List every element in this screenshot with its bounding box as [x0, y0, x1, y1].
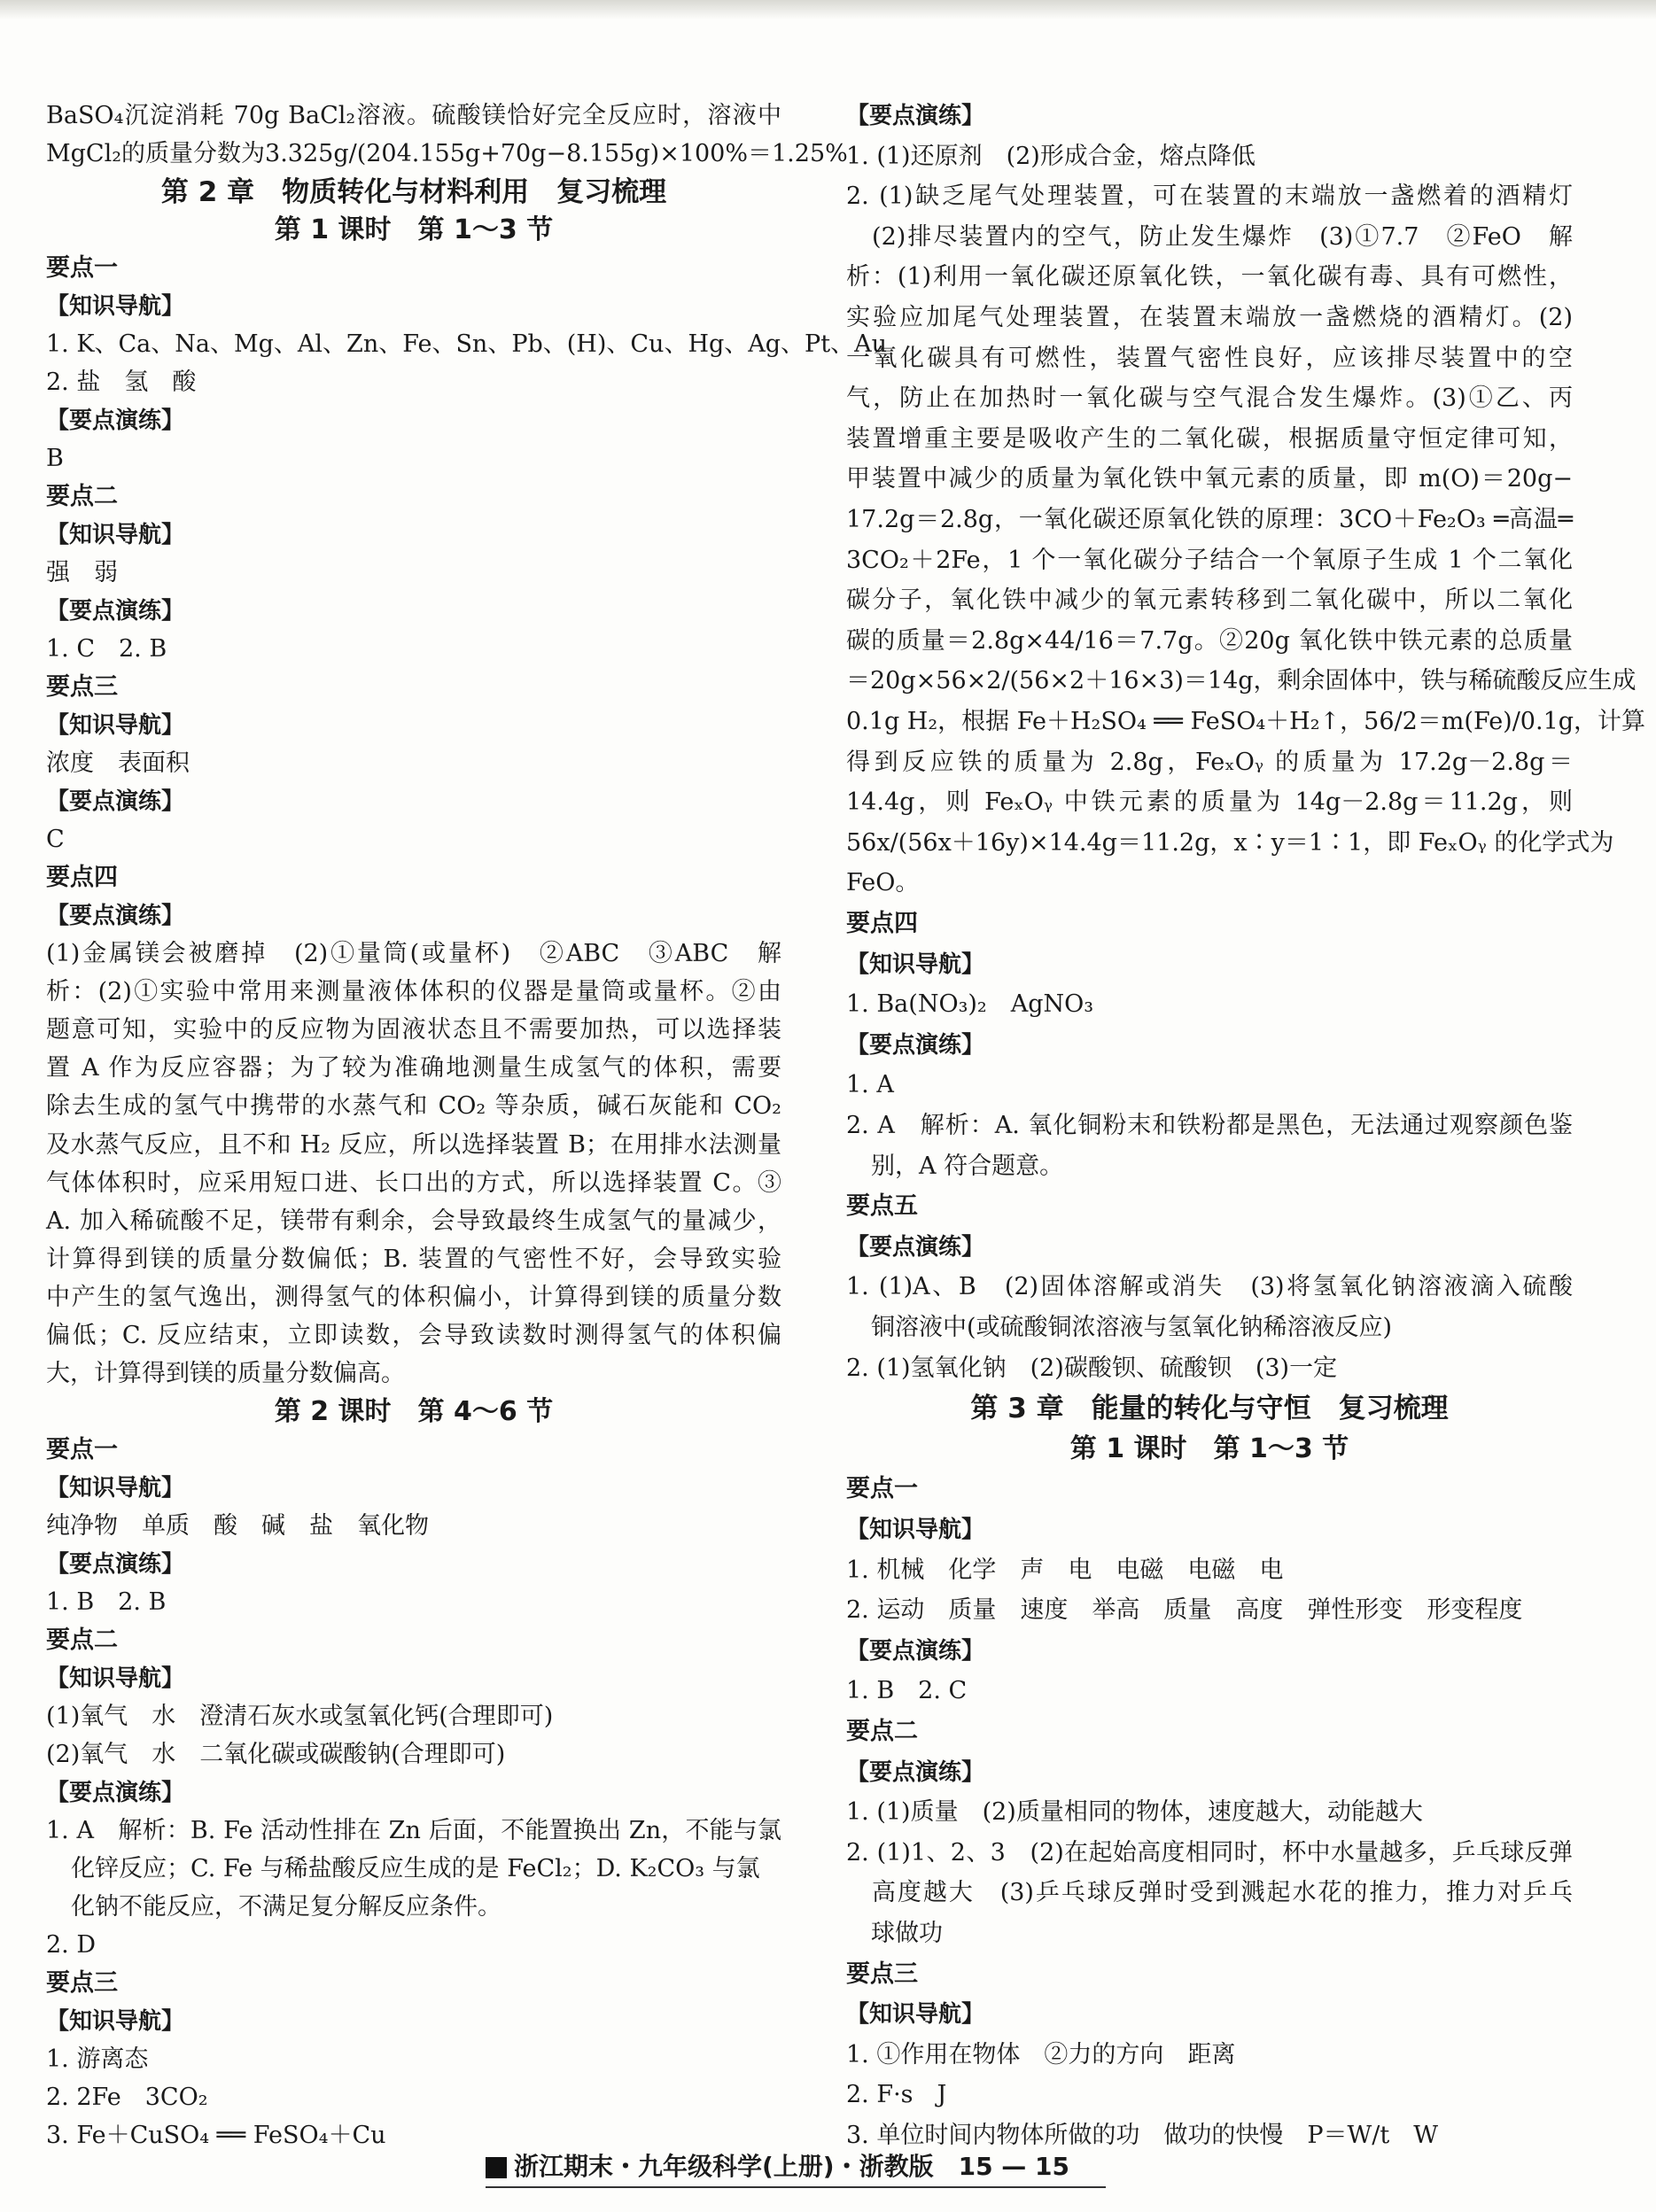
text-line: 析：(2)①实验中常用来测量液体体积的仪器是量筒或量杯。②由 [46, 978, 781, 1005]
text-line: 2. 运动 质量 速度 举高 质量 高度 弹性形变 形变程度 [846, 1596, 1523, 1624]
text-line: 球做功 [871, 1920, 943, 1947]
section-heading: 要点二 [46, 1626, 118, 1654]
text-line: 14.4g，则 FeₓOᵧ 中铁元素的质量为 14g－2.8g＝11.2g，则 [846, 788, 1573, 816]
text-line: 得到反应铁的质量为 2.8g，FeₓOᵧ 的质量为 17.2g－2.8g＝ [846, 749, 1573, 776]
text-line: 2. A 解析：A. 氧化铜粉末和铁粉都是黑色，无法通过观察颜色鉴 [846, 1112, 1573, 1139]
section-heading: 要点一 [846, 1475, 918, 1502]
text-line: 2. (1)1、2、3 (2)在起始高度相同时，杯中水量越多，乒乓球反弹 [846, 1839, 1573, 1867]
text-line: 56x/(56x＋16y)×14.4g＝11.2g，x∶y＝1∶1，即 FeₓOᵧ 的化学式为 [846, 829, 1614, 857]
subsection-heading: 【知识导航】 [846, 2001, 985, 2028]
section-heading: 要点一 [46, 254, 118, 282]
lesson-title: 第 1 课时 第 1～3 节 [274, 214, 554, 245]
subsection-heading: 【知识导航】 [846, 1517, 985, 1543]
chapter-title: 第 2 章 物质转化与材料利用 复习梳理 [160, 176, 667, 208]
text-line: 3. 单位时间内物体所做的功 做功的快慢 P＝W/t W [846, 2122, 1438, 2149]
subsection-heading: 【要点演练】 [46, 788, 185, 815]
text-line: 铜溶液中(或硫酸铜浓溶液与氢氧化钠稀溶液反应) [871, 1314, 1393, 1341]
subsection-heading: 【知识导航】 [46, 1475, 185, 1502]
subsection-heading: 【要点演练】 [846, 1032, 985, 1059]
subsection-heading: 【要点演练】 [846, 103, 985, 129]
text-line: 1. B 2. B [46, 1588, 167, 1616]
section-heading: 要点四 [846, 910, 918, 937]
text-line: B [46, 445, 64, 472]
text-line: 1. ①作用在物体 ②力的方向 距离 [846, 2041, 1236, 2068]
subsection-heading: 【要点演练】 [46, 1551, 185, 1578]
text-line: 1. (1)A、B (2)固体溶解或消失 (3)将氢氧化钠溶液滴入硫酸 [846, 1273, 1573, 1300]
text-line: 化钠不能反应，不满足复分解反应条件。 [71, 1893, 501, 1921]
chapter-title: 第 3 章 能量的转化与守恒 复习梳理 [970, 1393, 1449, 1424]
text-line: (1)金属镁会被磨掉 (2)①量筒(或量杯) ②ABC ③ABC 解 [46, 940, 781, 967]
subsection-heading: 【要点演练】 [46, 1780, 185, 1806]
text-line: (2)排尽装置内的空气，防止发生爆炸 (3)①7.7 ②FeO 解 [846, 223, 1573, 251]
text-line: 2. 2Fe 3CO₂ [46, 2084, 208, 2111]
text-line: 气，防止在加热时一氧化碳与空气混合发生爆炸。(3)①乙、丙 [846, 384, 1573, 412]
subsection-heading: 【知识导航】 [46, 1665, 185, 1692]
text-line: 1. (1)质量 (2)质量相同的物体，速度越大，动能越大 [846, 1798, 1423, 1826]
text-line: BaSO₄沉淀消耗 70g BaCl₂溶液。硫酸镁恰好完全反应时，溶液中 [46, 102, 781, 129]
text-line: 0.1g H₂，根据 Fe＋H₂SO₄ ══ FeSO₄＋H₂↑，56/2＝m(Fe)/0.1g，计算 [846, 708, 1646, 735]
text-line: 析：(1)利用一氧化碳还原氧化铁，一氧化碳有毒、具有可燃性， [846, 263, 1573, 291]
text-line: 除去生成的氢气中携带的水蒸气和 CO₂ 等杂质，碱石灰能和 CO₂ [46, 1092, 781, 1120]
section-heading: 要点三 [46, 673, 118, 701]
scan-edge [0, 0, 1656, 19]
text-line: 实验应加尾气处理装置，在装置末端放一盏燃烧的酒精灯。(2) [846, 304, 1573, 331]
text-line: 浓度 表面积 [46, 749, 190, 777]
section-heading: 要点三 [46, 1969, 118, 1997]
text-line: 强 弱 [46, 559, 118, 586]
subsection-heading: 【要点演练】 [846, 1759, 985, 1786]
footer-text: 浙江期末・九年级科学(上册)・浙教版 15 — 15 [514, 2152, 1070, 2181]
text-line: 1. 游离态 [46, 2045, 149, 2073]
subsection-heading: 【要点演练】 [46, 903, 185, 929]
page-footer [486, 2147, 1069, 2186]
lesson-title: 第 1 课时 第 1～3 节 [1069, 1433, 1349, 1464]
text-line: 大，计算得到镁的质量分数偏高。 [46, 1360, 405, 1387]
text-line: 气体体积时，应采用短口进、长口出的方式，所以选择装置 C。③ [46, 1169, 781, 1197]
text-line: 一氧化碳具有可燃性，装置气密性良好，应该排尽装置中的空 [846, 345, 1573, 372]
text-line: 及水蒸气反应，且不和 H₂ 反应，所以选择装置 B；在用排水法测量 [46, 1131, 781, 1159]
footer-rule [486, 2186, 1106, 2188]
section-heading: 要点五 [846, 1192, 918, 1220]
text-line: 2. D [46, 1931, 96, 1959]
subsection-heading: 【知识导航】 [846, 951, 985, 978]
text-line: 甲装置中减少的质量为氧化铁中氧元素的质量，即 m(O)＝20g− [846, 465, 1573, 493]
text-line: 2. F·s J [846, 2081, 947, 2108]
text-line: 1. A [846, 1071, 894, 1098]
text-line: 中产生的氢气逸出，测得氢气的体积偏小，计算得到镁的质量分数 [46, 1284, 781, 1311]
footer-logo-mark [486, 2157, 507, 2178]
text-line: MgCl₂的质量分数为3.325g/(204.155g+70g−8.155g)×100%＝1.25% [46, 140, 848, 167]
text-line: 3CO₂＋2Fe，1 个一氧化碳分子结合一个氧原子生成 1 个二氧化 [846, 547, 1573, 574]
text-line: 2. (1)缺乏尾气处理装置，可在装置的末端放一盏燃着的酒精灯 [846, 182, 1573, 210]
subsection-heading: 【要点演练】 [46, 407, 185, 434]
section-heading: 要点一 [46, 1436, 118, 1463]
text-line: 置 A 作为反应容器；为了较为准确地测量生成氢气的体积，需要 [46, 1054, 781, 1082]
subsection-heading: 【要点演练】 [46, 598, 185, 625]
text-line: 1. C 2. B [46, 635, 167, 663]
subsection-heading: 【要点演练】 [846, 1234, 985, 1261]
text-line: 1. K、Ca、Na、Mg、Al、Zn、Fe、Sn、Pb、(H)、Cu、Hg、Ag、Pt、Au [46, 330, 887, 358]
text-line: 2. 盐 氢 酸 [46, 369, 197, 396]
text-line: ＝20g×56×2/(56×2＋16×3)＝14g，剩余固体中，铁与稀硫酸反应生成 [846, 667, 1637, 695]
text-line: 碳分子，氧化铁中减少的氧元素转移到二氧化碳中，所以二氧化 [846, 586, 1573, 614]
text-line: 装置增重主要是吸收产生的二氧化碳，根据质量守恒定律可知， [846, 425, 1573, 453]
subsection-heading: 【知识导航】 [46, 293, 185, 320]
text-line: 1. B 2. C [846, 1677, 968, 1704]
text-line: 17.2g＝2.8g，一氧化碳还原氧化铁的原理：3CO＋Fe₂O₃ ═高温═ [846, 506, 1573, 533]
text-line: 1. (1)还原剂 (2)形成合金，熔点降低 [846, 143, 1256, 170]
text-line: A. 加入稀硫酸不足，镁带有剩余，会导致最终生成氢气的量减少， [46, 1207, 781, 1235]
text-line: 别，A 符合题意。 [871, 1153, 1064, 1180]
text-line: 2. (1)氢氧化钠 (2)碳酸钡、硫酸钡 (3)一定 [846, 1354, 1338, 1382]
text-line: 纯净物 单质 酸 碱 盐 氧化物 [46, 1512, 429, 1540]
text-line: 碳的质量＝2.8g×44/16＝7.7g。②20g 氧化铁中铁元素的总质量 [846, 627, 1573, 655]
text-line: 3. Fe＋CuSO₄ ══ FeSO₄＋Cu [46, 2122, 386, 2149]
text-line: FeO。 [846, 869, 920, 896]
section-heading: 要点二 [846, 1718, 918, 1745]
section-heading: 要点二 [46, 483, 118, 510]
lesson-title: 第 2 课时 第 4～6 节 [274, 1396, 554, 1427]
text-line: 计算得到镁的质量分数偏低；B. 装置的气密性不好，会导致实验 [46, 1246, 781, 1273]
text-line: 1. Ba(NO₃)₂ AgNO₃ [846, 990, 1094, 1018]
text-line: 1. 机械 化学 声 电 电磁 电磁 电 [846, 1556, 1284, 1584]
section-heading: 要点四 [46, 864, 118, 891]
subsection-heading: 【知识导航】 [46, 712, 185, 739]
text-line: (2)氧气 水 二氧化碳或碳酸钠(合理即可) [46, 1741, 506, 1768]
text-line: 1. A 解析：B. Fe 活动性排在 Zn 后面，不能置换出 Zn，不能与氯 [46, 1817, 781, 1844]
text-line: C [46, 826, 65, 853]
text-line: 高度越大 (3)乒乓球反弹时受到溅起水花的推力，推力对乒乓 [846, 1879, 1573, 1906]
subsection-heading: 【知识导航】 [46, 522, 185, 548]
subsection-heading: 【要点演练】 [846, 1638, 985, 1665]
text-line: 偏低；C. 反应结束，立即读数，会导致读数时测得氢气的体积偏 [46, 1322, 781, 1349]
text-line: 题意可知，实验中的反应物为固液状态且不需要加热，可以选择装 [46, 1016, 781, 1044]
text-line: 化锌反应；C. Fe 与稀盐酸反应生成的是 FeCl₂；D. K₂CO₃ 与氯 [71, 1855, 760, 1882]
subsection-heading: 【知识导航】 [46, 2008, 185, 2035]
text-line: (1)氧气 水 澄清石灰水或氢氧化钙(合理即可) [46, 1703, 554, 1730]
section-heading: 要点三 [846, 1960, 918, 1988]
